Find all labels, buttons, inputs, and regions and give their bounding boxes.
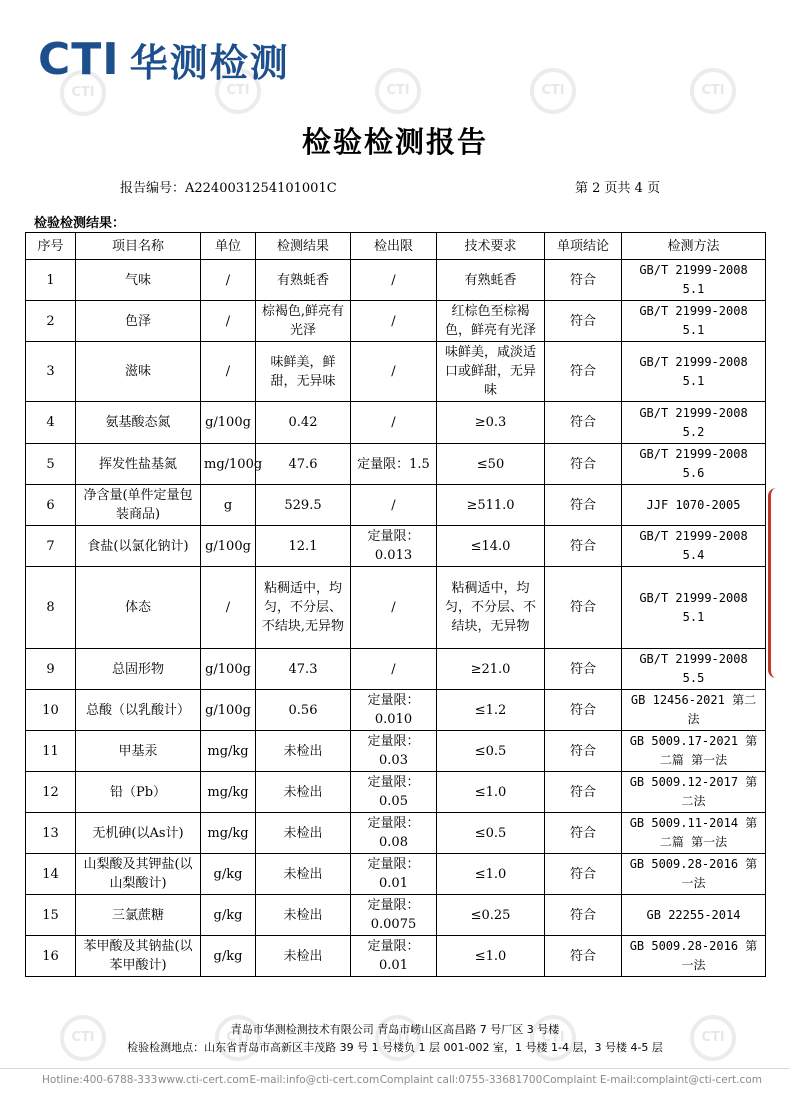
cell-unit: mg/kg [201, 772, 256, 813]
cell-requirement: ≥21.0 [437, 649, 545, 690]
cell-conclusion: 符合 [545, 567, 622, 649]
cell-unit: g/kg [201, 854, 256, 895]
cell-requirement: ≤14.0 [437, 526, 545, 567]
cell-result: 有熟蚝香 [256, 260, 351, 301]
cell-limit: 定量限：0.01 [351, 854, 437, 895]
cell-unit: / [201, 260, 256, 301]
table-row [26, 895, 766, 936]
cell-unit: mg/kg [201, 813, 256, 854]
cell-unit: g/100g [201, 402, 256, 444]
cell-requirement: ≤1.0 [437, 936, 545, 977]
cell-result: 0.42 [256, 402, 351, 444]
cell-result: 未检出 [256, 813, 351, 854]
cell-index: 16 [26, 936, 76, 977]
cell-item: 气味 [76, 260, 201, 301]
cell-conclusion: 符合 [545, 301, 622, 342]
cell-method: GB/T 21999-2008 5.6 [622, 444, 766, 485]
cell-index: 6 [26, 485, 76, 526]
cell-index: 11 [26, 731, 76, 772]
report-number: 报告编号：A2240031254101001C [120, 181, 337, 196]
cell-index: 9 [26, 649, 76, 690]
cell-item: 山梨酸及其钾盐(以山梨酸计) [76, 854, 201, 895]
footer-complaint-email[interactable]: Complaint E-mail:complaint@cti-cert.com [542, 1074, 762, 1086]
cell-index: 10 [26, 690, 76, 731]
cell-requirement: ≤1.0 [437, 854, 545, 895]
cell-result: 47.3 [256, 649, 351, 690]
cell-item: 食盐(以氯化钠计) [76, 526, 201, 567]
cell-requirement: 粘稠适中，均匀，不分层、不结块，无异物 [437, 567, 545, 649]
table-row [26, 485, 766, 526]
header-cell: 项目名称 [76, 233, 201, 260]
cell-method: GB 5009.11-2014 第二篇 第一法 [622, 813, 766, 854]
table-row [26, 813, 766, 854]
cell-result: 12.1 [256, 526, 351, 567]
cell-limit: 定量限：0.08 [351, 813, 437, 854]
header-cell: 单位 [201, 233, 256, 260]
header-cell: 检测结果 [256, 233, 351, 260]
cell-method: GB 5009.28-2016 第一法 [622, 854, 766, 895]
cell-method: GB/T 21999-2008 5.1 [622, 301, 766, 342]
cell-result: 未检出 [256, 854, 351, 895]
cell-conclusion: 符合 [545, 895, 622, 936]
footer-email[interactable]: E-mail:info@cti-cert.com [249, 1074, 380, 1086]
cell-item: 总固形物 [76, 649, 201, 690]
footer [42, 1074, 762, 1086]
header-cell: 检出限 [351, 233, 437, 260]
cell-result: 味鲜美，鲜甜，无异味 [256, 342, 351, 402]
watermark-icon [530, 68, 576, 114]
table-row [26, 731, 766, 772]
cell-limit: 定量限：1.5 [351, 444, 437, 485]
seal-stamp [768, 488, 801, 678]
cell-method: GB/T 21999-2008 5.5 [622, 649, 766, 690]
company-logo [38, 34, 290, 84]
cell-method: JJF 1070-2005 [622, 485, 766, 526]
cell-conclusion: 符合 [545, 731, 622, 772]
table-row [26, 301, 766, 342]
cell-index: 8 [26, 567, 76, 649]
footer-divider [0, 1068, 790, 1069]
logo-brand: CTI [38, 33, 120, 85]
testing-location: 检验检测地点：山东省青岛市高新区丰茂路 39 号 1 号楼负 1 层 001-002 室，1 号楼 1-4 层，3 号楼 4-5 层 [127, 1041, 663, 1054]
cell-conclusion: 符合 [545, 260, 622, 301]
header-cell: 序号 [26, 233, 76, 260]
cell-limit: 定量限：0.013 [351, 526, 437, 567]
cell-unit: g [201, 485, 256, 526]
cell-conclusion: 符合 [545, 402, 622, 444]
footer-complaint-call: Complaint call:0755-33681700 [379, 1074, 543, 1086]
cell-requirement: ≥511.0 [437, 485, 545, 526]
table-row [26, 444, 766, 485]
table-row [26, 342, 766, 402]
report-title: 检验检测报告 [301, 125, 488, 159]
cell-requirement: ≤0.5 [437, 731, 545, 772]
cell-index: 3 [26, 342, 76, 402]
cell-result: 棕褐色,鲜亮有光泽 [256, 301, 351, 342]
cell-unit: g/100g [201, 649, 256, 690]
cell-item: 三氯蔗糖 [76, 895, 201, 936]
table-row [26, 567, 766, 649]
cell-limit: / [351, 649, 437, 690]
table-row [26, 690, 766, 731]
cell-index: 4 [26, 402, 76, 444]
cell-unit: mg/kg [201, 731, 256, 772]
header-cell: 单项结论 [545, 233, 622, 260]
cell-index: 7 [26, 526, 76, 567]
cell-method: GB/T 21999-2008 5.4 [622, 526, 766, 567]
cell-index: 1 [26, 260, 76, 301]
cell-limit: 定量限：0.05 [351, 772, 437, 813]
cell-item: 滋味 [76, 342, 201, 402]
cell-conclusion: 符合 [545, 813, 622, 854]
cell-item: 总酸（以乳酸计） [76, 690, 201, 731]
cell-requirement: ≥0.3 [437, 402, 545, 444]
cell-index: 5 [26, 444, 76, 485]
cell-limit: 定量限：0.01 [351, 936, 437, 977]
cell-result: 粘稠适中，均匀，不分层、不结块,无异物 [256, 567, 351, 649]
footer-website[interactable]: www.cti-cert.com [157, 1074, 249, 1086]
cell-index: 13 [26, 813, 76, 854]
cell-conclusion: 符合 [545, 690, 622, 731]
cell-conclusion: 符合 [545, 485, 622, 526]
section-title: 检验检测结果： [34, 216, 126, 231]
cell-requirement: 红棕色至棕褐色，鲜亮有光泽 [437, 301, 545, 342]
cell-limit: 定量限：0.03 [351, 731, 437, 772]
cell-unit: / [201, 301, 256, 342]
header-cell: 检测方法 [622, 233, 766, 260]
cell-limit: / [351, 342, 437, 402]
cell-requirement: ≤0.5 [437, 813, 545, 854]
logo-name: 华测检测 [129, 40, 290, 85]
cell-result: 未检出 [256, 936, 351, 977]
table-row [26, 854, 766, 895]
cell-item: 甲基汞 [76, 731, 201, 772]
cell-item: 净含量(单件定量包装商品) [76, 485, 201, 526]
cell-result: 未检出 [256, 731, 351, 772]
cell-method: GB 5009.28-2016 第一法 [622, 936, 766, 977]
cell-index: 14 [26, 854, 76, 895]
cell-unit: / [201, 342, 256, 402]
cell-result: 47.6 [256, 444, 351, 485]
cell-conclusion: 符合 [545, 444, 622, 485]
table-row [26, 772, 766, 813]
cell-result: 未检出 [256, 895, 351, 936]
cell-index: 15 [26, 895, 76, 936]
cell-item: 体态 [76, 567, 201, 649]
cell-limit: 定量限：0.010 [351, 690, 437, 731]
cell-requirement: 有熟蚝香 [437, 260, 545, 301]
cell-item: 苯甲酸及其钠盐(以苯甲酸计) [76, 936, 201, 977]
table-row [26, 936, 766, 977]
cell-limit: / [351, 402, 437, 444]
cell-item: 铅（Pb） [76, 772, 201, 813]
cell-conclusion: 符合 [545, 526, 622, 567]
cell-limit: / [351, 301, 437, 342]
cell-method: GB 12456-2021 第二法 [622, 690, 766, 731]
cell-unit: g/100g [201, 690, 256, 731]
table-header-row [26, 233, 766, 260]
cell-limit: / [351, 260, 437, 301]
cell-unit: mg/100g [201, 444, 256, 485]
cell-item: 色泽 [76, 301, 201, 342]
cell-item: 无机砷(以As计) [76, 813, 201, 854]
cell-requirement: 味鲜美，咸淡适口或鲜甜，无异味 [437, 342, 545, 402]
header-cell: 技术要求 [437, 233, 545, 260]
cell-unit: / [201, 567, 256, 649]
cell-unit: g/kg [201, 936, 256, 977]
cell-method: GB/T 21999-2008 5.1 [622, 342, 766, 402]
cell-index: 2 [26, 301, 76, 342]
cell-requirement: ≤50 [437, 444, 545, 485]
cell-unit: g/100g [201, 526, 256, 567]
cell-method: GB 5009.12-2017 第二法 [622, 772, 766, 813]
results-table [25, 232, 766, 977]
page-indicator: 第 2 页共 4 页 [575, 181, 661, 196]
cell-requirement: ≤0.25 [437, 895, 545, 936]
table-row [26, 526, 766, 567]
cell-conclusion: 符合 [545, 854, 622, 895]
cell-limit: / [351, 485, 437, 526]
cell-conclusion: 符合 [545, 649, 622, 690]
cell-method: GB 22255-2014 [622, 895, 766, 936]
company-address: 青岛市华测检测技术有限公司 青岛市崂山区高昌路 7 号厂区 3 号楼 [230, 1023, 560, 1036]
table-row [26, 649, 766, 690]
cell-item: 氨基酸态氮 [76, 402, 201, 444]
cell-result: 未检出 [256, 772, 351, 813]
cell-requirement: ≤1.2 [437, 690, 545, 731]
table-row [26, 402, 766, 444]
cell-requirement: ≤1.0 [437, 772, 545, 813]
cell-method: GB/T 21999-2008 5.1 [622, 260, 766, 301]
watermark-icon [690, 68, 736, 114]
watermark-icon [375, 68, 421, 114]
cell-conclusion: 符合 [545, 772, 622, 813]
cell-result: 529.5 [256, 485, 351, 526]
cell-method: GB 5009.17-2021 第二篇 第一法 [622, 731, 766, 772]
cell-unit: g/kg [201, 895, 256, 936]
cell-conclusion: 符合 [545, 936, 622, 977]
cell-limit: 定量限：0.0075 [351, 895, 437, 936]
cell-conclusion: 符合 [545, 342, 622, 402]
cell-index: 12 [26, 772, 76, 813]
footer-hotline: Hotline:400-6788-333 [42, 1074, 158, 1086]
cell-item: 挥发性盐基氮 [76, 444, 201, 485]
table-row [26, 260, 766, 301]
cell-result: 0.56 [256, 690, 351, 731]
cell-method: GB/T 21999-2008 5.2 [622, 402, 766, 444]
cell-limit: / [351, 567, 437, 649]
cell-method: GB/T 21999-2008 5.1 [622, 567, 766, 649]
